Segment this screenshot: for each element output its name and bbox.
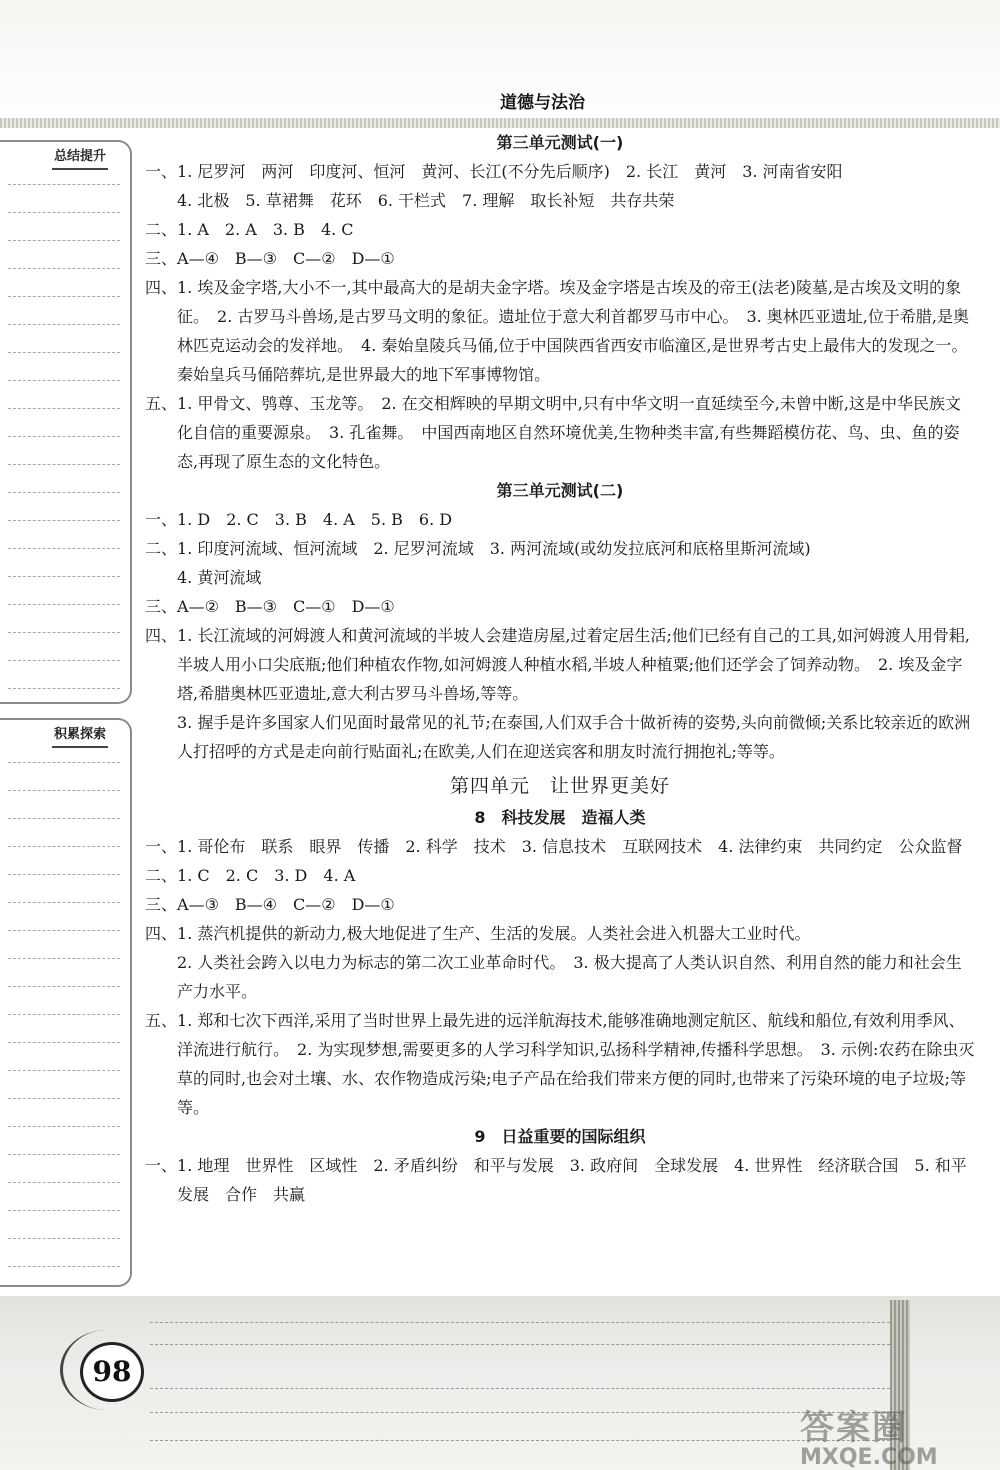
answer-text: 1. 郑和七次下西洋,采用了当时世界上最先进的远洋航海技术,能够准确地测定航区、航线和船位,有效利用季风、洋流进行航行。 2. 为实现梦想,需要更多的人学习科学知识,弘扬科学精神,传播科学思想。 3. 示例:农药在除虫灭草的同时,也会对土壤、水、农作物造成污染;电子产品在给我们带来方便的同时,也带来了污染环境的电子垃圾;等等。 bbox=[177, 1011, 975, 1117]
answer-item bbox=[145, 244, 975, 273]
answer-item bbox=[145, 215, 975, 244]
sidebar-writing-line bbox=[8, 240, 120, 241]
answer-item bbox=[145, 1151, 983, 1209]
answer-item bbox=[145, 273, 975, 389]
sidebar-writing-line bbox=[8, 818, 120, 819]
footer-dashed-line bbox=[150, 1412, 890, 1413]
sidebar-writing-line bbox=[8, 688, 120, 689]
answer-item bbox=[145, 832, 975, 861]
answer-text: 4. 北极 5. 草裙舞 花环 6. 干栏式 7. 理解 取长补短 共存共荣 bbox=[177, 191, 675, 210]
sidebar-writing-line bbox=[8, 958, 120, 959]
section-title: 第三单元测试(二) bbox=[496, 481, 624, 500]
answer-marker: 四、 bbox=[145, 626, 178, 645]
answer-text: 1. 埃及金字塔,大小不一,其中最高大的是胡夫金字塔。埃及金字塔是古埃及的帝王(法老)陵墓,是古埃及文明的象征。 2. 古罗马斗兽场,是古罗马文明的象征。遗址位于意大利首都罗马市中心。 3. 奥林匹亚遗址,位于希腊,是奥林匹克运动会的发祥地。 4. 秦始皇陵兵马俑,位于中国陕西省西安市临潼区,是世界考古史上最伟大的发现之一。秦始皇兵马俑陪葬坑,是世界最大的地下军事博物馆。 bbox=[177, 278, 969, 384]
sidebar-writing-line bbox=[8, 1014, 120, 1015]
answer-marker: 二、 bbox=[145, 220, 178, 239]
subject-title: 道德与法治 bbox=[500, 93, 585, 113]
sidebar-writing-line bbox=[8, 1126, 120, 1127]
sidebar-writing-line bbox=[8, 632, 120, 633]
sidebar-box-summary bbox=[0, 140, 132, 704]
sidebar-writing-line bbox=[8, 408, 120, 409]
answer-text: 3. 握手是许多国家人们见面时最常见的礼节;在泰国,人们双手合十做祈祷的姿势,头向前微倾;关系比较亲近的欧洲人打招呼的方式是走向前行贴面礼;在欧美,人们在迎送宾客和朋友时流行拥抱礼;等等。 bbox=[177, 713, 971, 761]
sidebar-writing-line bbox=[8, 790, 120, 791]
answer-item bbox=[145, 389, 975, 476]
answer-text: A—② B—③ C—① D—① bbox=[177, 597, 395, 616]
sidebar-writing-line bbox=[8, 1210, 120, 1211]
answer-text: 2. 人类社会跨入以电力为标志的第二次工业革命时代。 3. 极大提高了人类认识自然、利用自然的能力和社会生产力水平。 bbox=[177, 953, 962, 1001]
answer-continuation bbox=[145, 186, 975, 215]
header-rule bbox=[0, 118, 1000, 128]
section-title: 8 科技发展 造福人类 bbox=[474, 808, 646, 827]
sidebar-writing-line bbox=[8, 604, 120, 605]
answer-text: A—③ B—④ C—② D—① bbox=[177, 895, 395, 914]
answer-marker: 一、 bbox=[145, 837, 178, 856]
answer-item bbox=[145, 505, 975, 534]
answer-marker: 五、 bbox=[145, 394, 178, 413]
answer-content bbox=[145, 128, 983, 1209]
sidebar-writing-line bbox=[8, 268, 120, 269]
answer-marker: 一、 bbox=[145, 1156, 178, 1175]
sidebar-writing-line bbox=[8, 436, 120, 437]
answer-marker: 一、 bbox=[145, 510, 178, 529]
watermark-logo: 答案圈 bbox=[800, 1408, 908, 1448]
sidebar-box-summary-label: 总结提升 bbox=[52, 146, 108, 170]
sidebar-writing-line bbox=[8, 1182, 120, 1183]
sidebar-writing-line bbox=[8, 762, 120, 763]
sidebar-writing-line bbox=[8, 1238, 120, 1239]
answer-text: 1. 蒸汽机提供的新动力,极大地促进了生产、生活的发展。人类社会进入机器大工业时代。 bbox=[177, 924, 811, 943]
answer-marker: 二、 bbox=[145, 539, 178, 558]
answer-marker: 三、 bbox=[145, 249, 178, 268]
sidebar-writing-line bbox=[8, 296, 120, 297]
sidebar-writing-line bbox=[8, 324, 120, 325]
sidebar-writing-line bbox=[8, 520, 120, 521]
answer-continuation bbox=[145, 708, 975, 766]
sidebar-writing-line bbox=[8, 930, 120, 931]
answer-item bbox=[145, 534, 975, 563]
sidebar-writing-line bbox=[8, 380, 120, 381]
sidebar-writing-line bbox=[8, 986, 120, 987]
answer-text: A—④ B—③ C—② D—① bbox=[177, 249, 395, 268]
answer-text: 1. 尼罗河 两河 印度河、恒河 黄河、长江(不分先后顺序) 2. 长江 黄河 3. 河南省安阳 bbox=[177, 162, 843, 181]
answer-text: 1. D 2. C 3. B 4. A 5. B 6. D bbox=[177, 510, 453, 529]
answer-marker: 三、 bbox=[145, 895, 178, 914]
answer-item bbox=[145, 919, 975, 948]
sidebar-writing-line bbox=[8, 576, 120, 577]
sidebar-box-explore bbox=[0, 718, 132, 1287]
answer-continuation bbox=[145, 948, 975, 1006]
answer-item bbox=[145, 1006, 975, 1122]
sidebar-writing-line bbox=[8, 464, 120, 465]
sidebar-writing-line bbox=[8, 212, 120, 213]
answer-item bbox=[145, 592, 975, 621]
answer-text: 4. 黄河流域 bbox=[177, 568, 262, 587]
sidebar-writing-line bbox=[8, 874, 120, 875]
footer-dashed-line bbox=[150, 1322, 890, 1323]
sidebar-box-explore-label: 积累探索 bbox=[52, 724, 108, 748]
sidebar-writing-line bbox=[8, 1266, 120, 1267]
sidebar-writing-line bbox=[8, 352, 120, 353]
sidebar-writing-line bbox=[8, 846, 120, 847]
answer-item bbox=[145, 861, 975, 890]
answer-marker: 五、 bbox=[145, 1011, 178, 1030]
answer-text: 1. A 2. A 3. B 4. C bbox=[177, 220, 354, 239]
sidebar-writing-line bbox=[8, 1070, 120, 1071]
page-number: 98 bbox=[80, 1342, 144, 1402]
footer-dashed-line bbox=[150, 1440, 890, 1441]
answer-item bbox=[145, 890, 975, 919]
answer-item bbox=[145, 157, 975, 186]
watermark bbox=[800, 1400, 990, 1470]
answer-text: 1. 印度河流域、恒河流域 2. 尼罗河流域 3. 两河流域(或幼发拉底河和底格里斯河流域) bbox=[177, 539, 811, 558]
sidebar-writing-line bbox=[8, 492, 120, 493]
answer-marker: 二、 bbox=[145, 866, 178, 885]
section-title: 第三单元测试(一) bbox=[496, 133, 624, 152]
footer-dashed-line bbox=[150, 1388, 890, 1389]
sidebar-writing-line bbox=[8, 902, 120, 903]
answer-marker: 四、 bbox=[145, 924, 178, 943]
answer-marker: 三、 bbox=[145, 597, 178, 616]
answer-marker: 一、 bbox=[145, 162, 178, 181]
answer-item bbox=[145, 621, 975, 708]
answer-text: 1. 地理 世界性 区域性 2. 矛盾纠纷 和平与发展 3. 政府间 全球发展 4. 世界性 经济联合国 5. 和平 发展 合作 共赢 bbox=[177, 1156, 983, 1204]
sidebar-writing-line bbox=[8, 1154, 120, 1155]
sidebar-writing-line bbox=[8, 1042, 120, 1043]
sidebar-writing-line bbox=[8, 184, 120, 185]
sidebar-writing-line bbox=[8, 1098, 120, 1099]
section-title: 9 日益重要的国际组织 bbox=[474, 1127, 646, 1146]
footer-dashed-line bbox=[150, 1344, 890, 1345]
answer-text: 1. 长江流域的河姆渡人和黄河流域的半坡人会建造房屋,过着定居生活;他们已经有自己的工具,如河姆渡人用骨耜,半坡人用小口尖底瓶;他们种植农作物,如河姆渡人种植水稻,半坡人种植粟;他们还学会了饲养动物。 2. 埃及金字塔,希腊奥林匹亚遗址,意大利古罗马斗兽场,等等。 bbox=[177, 626, 971, 703]
watermark-url: MXQE.COM bbox=[800, 1445, 938, 1470]
answer-text: 1. C 2. C 3. D 4. A bbox=[177, 866, 356, 885]
answer-marker: 四、 bbox=[145, 278, 178, 297]
answer-text: 1. 甲骨文、鸮尊、玉龙等。 2. 在交相辉映的早期文明中,只有中华文明一直延续至今,未曾中断,这是中华民族文化自信的重要源泉。 3. 孔雀舞。 中国西南地区自然环境优美,生物种类丰富,有些舞蹈模仿花、鸟、虫、鱼的姿态,再现了原生态的文化特色。 bbox=[177, 394, 961, 471]
answer-continuation bbox=[145, 563, 975, 592]
sidebar-writing-line bbox=[8, 548, 120, 549]
answer-text: 1. 哥伦布 联系 眼界 传播 2. 科学 技术 3. 信息技术 互联网技术 4. 法律约束 共同约定 公众监督 bbox=[177, 837, 963, 856]
unit-title: 第四单元 让世界更美好 bbox=[449, 775, 670, 797]
sidebar-writing-line bbox=[8, 660, 120, 661]
